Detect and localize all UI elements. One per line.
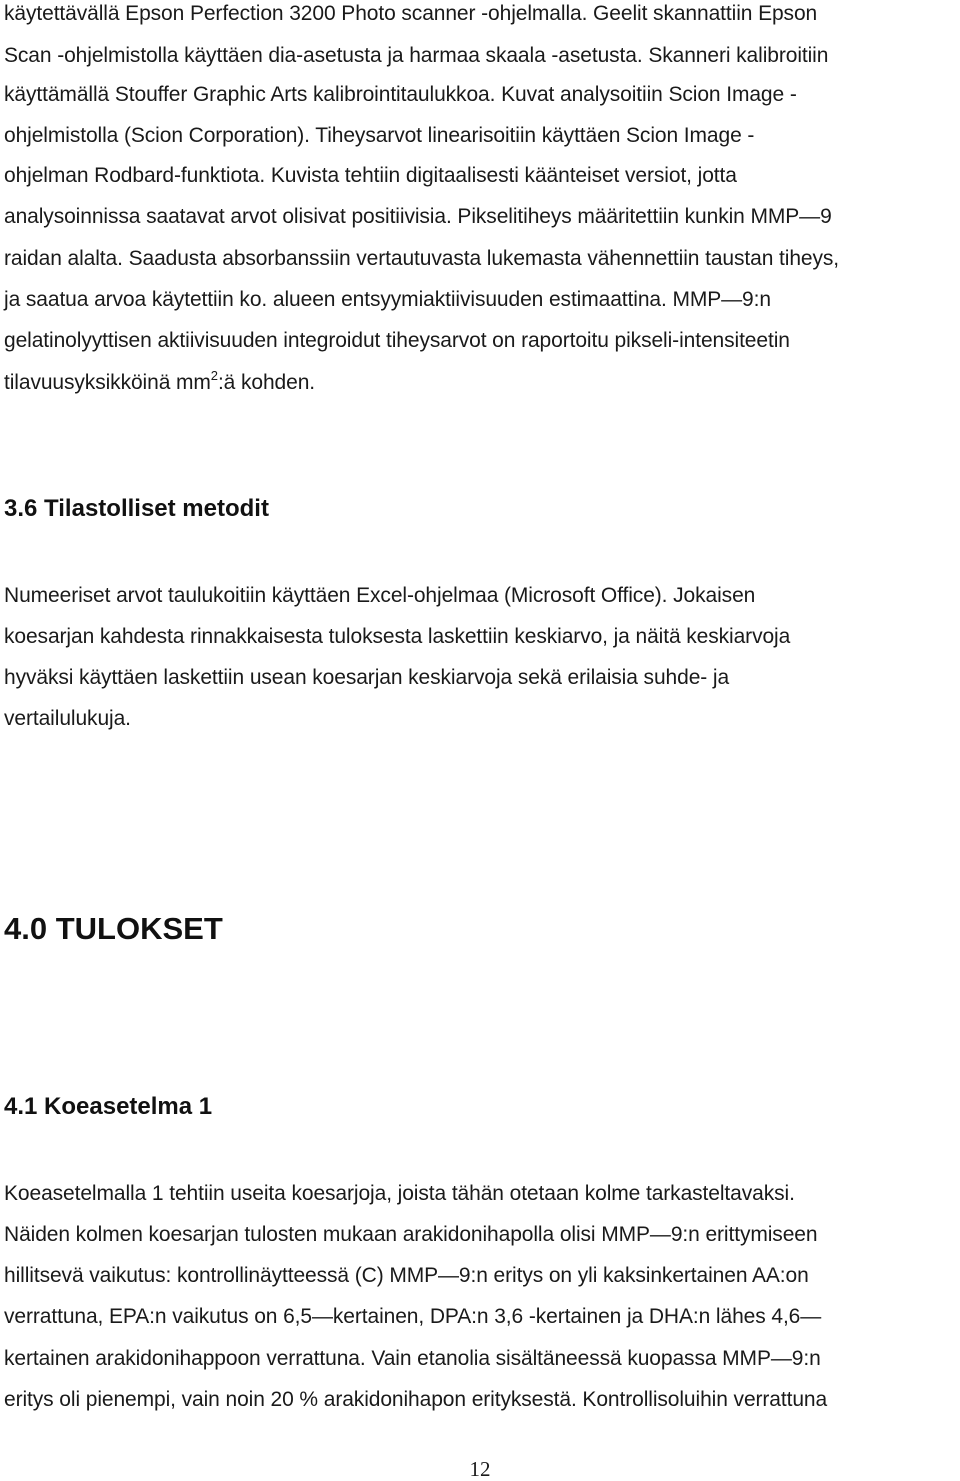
superscript: 2 xyxy=(210,368,218,383)
text-line: käytettävällä Epson Perfection 3200 Photo scanner -ohjelmalla. Geelit skannattiin Epson xyxy=(4,2,818,25)
text-line: ja saatua arvoa käytettiin ko. alueen entsyymiaktiivisuuden estimaattina. MMP—9:n xyxy=(4,288,771,311)
text-line: käyttämällä Stouffer Graphic Arts kalibrointitaulukkoa. Kuvat analysoitiin Scion Image - xyxy=(4,83,797,106)
text-line: Koeasetelmalla 1 tehtiin useita koesarjoja, joista tähän otetaan kolme tarkasteltavaksi. xyxy=(4,1182,795,1205)
text-line: verrattuna, EPA:n vaikutus on 6,5—kertainen, DPA:n 3,6 -kertainen ja DHA:n lähes 4,6— xyxy=(4,1305,822,1328)
text-line: hyväksi käyttäen laskettiin usean koesarjan keskiarvoja sekä erilaisia suhde- ja xyxy=(4,666,730,689)
text-line: kertainen arakidonihappoon verrattuna. Vain etanolia sisältäneessä kuopassa MMP—9:n xyxy=(4,1347,821,1370)
text-line: ohjelmistolla (Scion Corporation). Tiheysarvot linearisoitiin käyttäen Scion Image - xyxy=(4,124,755,147)
text-span: :ä kohden. xyxy=(217,371,316,394)
text-line: vertailulukuja. xyxy=(4,707,131,730)
section-heading: 4.1 Koeasetelma 1 xyxy=(4,1093,213,1120)
text-line: gelatinolyyttisen aktiivisuuden integroidut tiheysarvot on raportoitu pikseli-intensiteetin xyxy=(4,329,790,352)
text-line xyxy=(4,370,315,398)
text-line: ohjelman Rodbard-funktiota. Kuvista tehtiin digitaalisesti käänteiset versiot, jotta xyxy=(4,164,737,187)
text-line: eritys oli pienempi, vain noin 20 % arakidonihapon erityksestä. Kontrollisoluihin verrattuna xyxy=(4,1388,828,1411)
text-line: koesarjan kahdesta rinnakkaisesta tuloksesta laskettiin keskiarvo, ja näitä keskiarvoja xyxy=(4,625,791,648)
text-line: raidan alalta. Saadusta absorbanssiin vertautuvasta lukemasta vähennettiin taustan tiheys, xyxy=(4,247,840,270)
text-line: hillitsevä vaikutus: kontrollinäytteessä (C) MMP—9:n eritys on yli kaksinkertainen AA:on xyxy=(4,1264,809,1287)
page-number: 12 xyxy=(469,1457,491,1481)
text-line: Näiden kolmen koesarjan tulosten mukaan arakidonihapolla olisi MMP—9:n erittymiseen xyxy=(4,1223,818,1246)
chapter-heading: 4.0 TULOKSET xyxy=(4,911,223,946)
text-span: tilavuusyksikköinä mm xyxy=(4,371,211,394)
text-line: Numeeriset arvot taulukoitiin käyttäen Excel-ohjelmaa (Microsoft Office). Jokaisen xyxy=(4,584,756,607)
text-line: analysoinnissa saatavat arvot olisivat positiivisia. Pikselitiheys määritettiin kunkin MMP—9 xyxy=(4,205,832,228)
text-line: Scan -ohjelmistolla käyttäen dia-asetusta ja harmaa skaala -asetusta. Skanneri kalibroitiin xyxy=(4,44,829,67)
section-heading: 3.6 Tilastolliset metodit xyxy=(4,495,269,522)
